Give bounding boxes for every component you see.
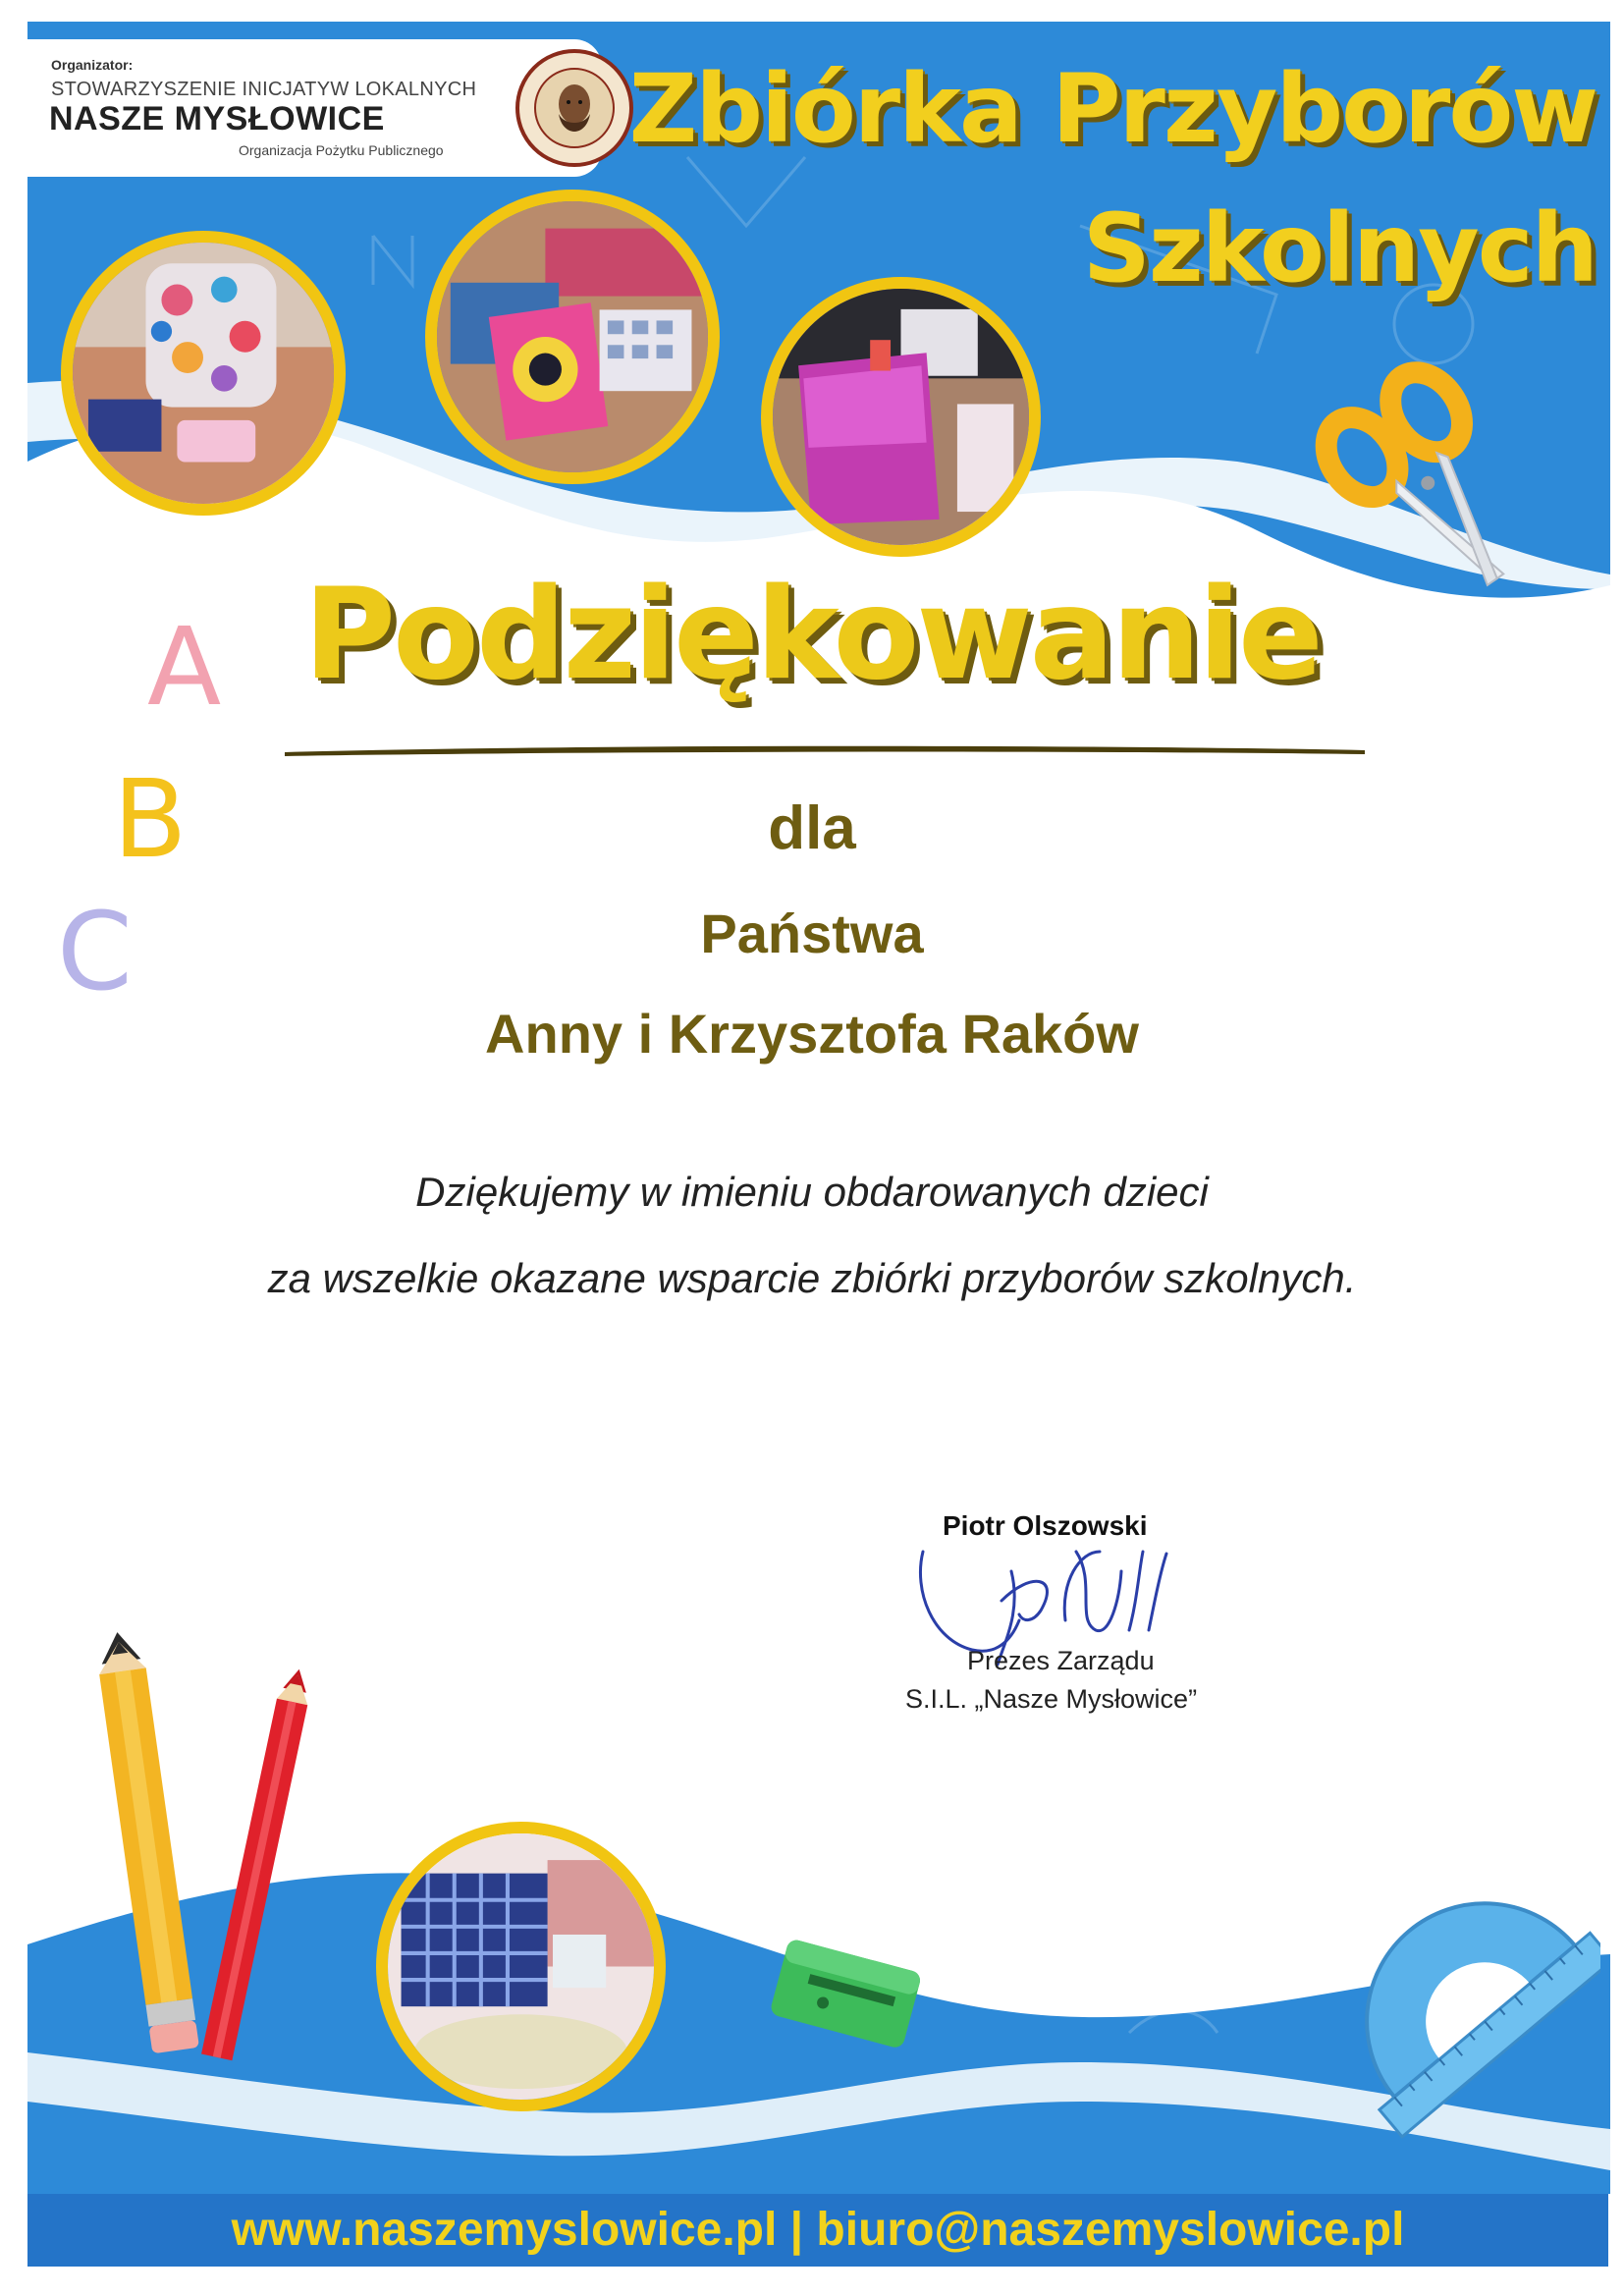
footer-bar	[27, 2194, 1608, 2267]
message-line2: za wszelkie okazane wsparcie zbiórki przyborów szkolnych.	[267, 1255, 1357, 1301]
salutation: Państwa	[700, 902, 924, 964]
message-line1: Dziękujemy w imieniu obdarowanych dzieci	[415, 1169, 1209, 1215]
campaign-title-line2: Szkolnych	[1082, 193, 1597, 303]
organizer-name: NASZE MYSŁOWICE	[49, 100, 385, 137]
pencil-icon	[88, 1630, 206, 2062]
decor-letter-c: C	[57, 889, 133, 1014]
photo-plaid-bag	[376, 1822, 666, 2111]
title-underline	[285, 742, 1365, 758]
recipients: Anny i Krzysztofa Raków	[485, 1003, 1139, 1065]
organizer-label: Organizator:	[51, 57, 134, 73]
certificate-title: Podziękowanie	[303, 562, 1321, 708]
organizer-box	[27, 39, 602, 177]
signer-name: Piotr Olszowski	[943, 1510, 1148, 1541]
decor-letter-a: A	[147, 604, 222, 730]
decor-letter-b: B	[113, 756, 188, 882]
sharpener-icon	[746, 1925, 943, 2072]
photo-bag	[761, 277, 1041, 557]
photo-school-supplies	[425, 190, 720, 484]
campaign-title	[615, 39, 1597, 318]
for-label: dla	[768, 794, 856, 862]
signer-organization: S.I.L. „Nasze Mysłowice”	[905, 1684, 1198, 1714]
photo-backpack	[61, 231, 346, 516]
organizer-status: Organizacja Pożytku Publicznego	[239, 142, 444, 158]
signer-role: Prezes Zarządu	[967, 1646, 1155, 1675]
footer-contact: www.naszemyslowice.pl | biuro@naszemyslowice.pl	[231, 2204, 1405, 2256]
organizer-line1: STOWARZYSZENIE INICJATYW LOKALNYCH	[51, 79, 477, 100]
protractor-icon	[1306, 1827, 1600, 2141]
campaign-title-line1: Zbiórka Przyborów	[628, 54, 1597, 164]
red-pencil-icon	[196, 1665, 314, 2087]
